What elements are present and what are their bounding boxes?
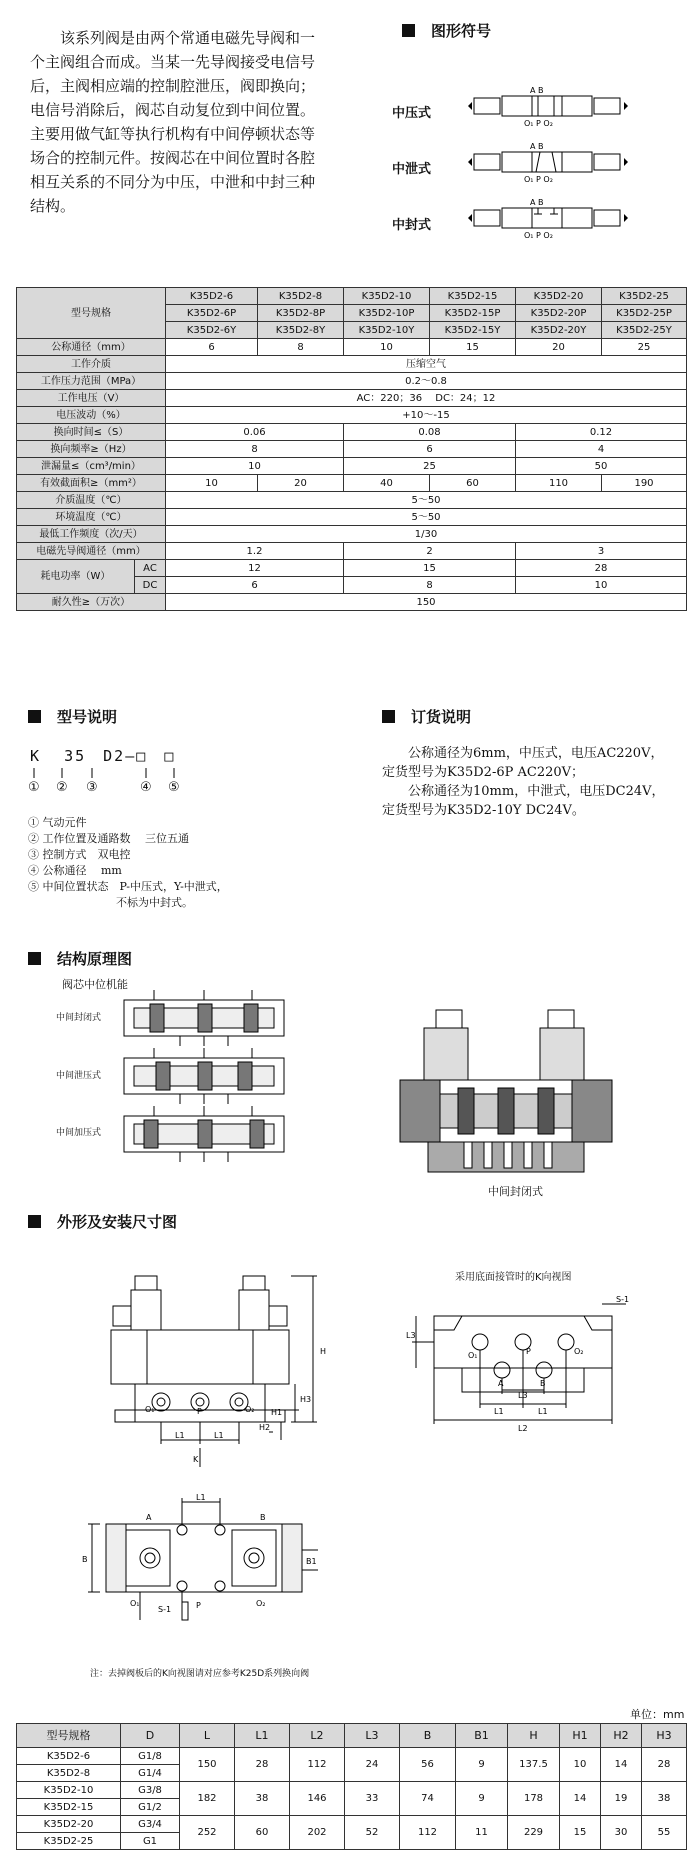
table-cell: 112 — [400, 1816, 456, 1850]
svg-text:O₁: O₁ — [130, 1599, 140, 1608]
table-cell: 5～50 — [166, 492, 687, 509]
model-cell: K35D2-8 — [258, 288, 344, 305]
table-cell: K35D2-8 — [17, 1765, 121, 1782]
table-cell: 178 — [508, 1782, 560, 1816]
table-cell: 9 — [456, 1748, 508, 1782]
table-cell: H1 — [560, 1724, 601, 1748]
table-cell: 4 — [516, 441, 687, 458]
table-cell: 公称通径（mm） — [17, 339, 166, 356]
table-cell: 换向时间≤（S） — [17, 424, 166, 441]
svg-text:B: B — [260, 1513, 266, 1522]
svg-text:O₁: O₁ — [145, 1405, 155, 1414]
model-cell: K35D2-6P — [166, 305, 258, 322]
table-cell: 12 — [166, 560, 344, 577]
table-cell: 电压波动（%） — [17, 407, 166, 424]
table-row — [17, 1782, 687, 1799]
table-cell: 型号规格 — [17, 1724, 121, 1748]
table-cell: L3 — [345, 1724, 400, 1748]
table-cell: B — [400, 1724, 456, 1748]
table-row — [17, 1748, 687, 1765]
svg-text:L1: L1 — [214, 1431, 224, 1440]
table-cell: 10 — [166, 458, 344, 475]
table-cell: 6 — [166, 577, 344, 594]
table-cell: 0.12 — [516, 424, 687, 441]
spec-table — [16, 287, 687, 611]
structure-section-drawing-icon — [398, 990, 618, 1185]
table-cell: 25 — [344, 458, 516, 475]
table-cell: G1/2 — [121, 1799, 180, 1816]
table-row — [17, 390, 687, 407]
table-cell: 10 — [166, 475, 258, 492]
svg-text:L1: L1 — [175, 1431, 185, 1440]
table-row — [17, 526, 687, 543]
symbols-heading — [402, 20, 491, 41]
table-cell: 2 — [344, 543, 516, 560]
table-cell: 40 — [344, 475, 430, 492]
table-cell: 110 — [516, 475, 602, 492]
table-cell: 工作压力范围（MPa） — [17, 373, 166, 390]
table-cell: 15 — [430, 339, 516, 356]
unit-label: 单位：mm — [630, 1708, 685, 1721]
table-cell: 工作电压（V） — [17, 390, 166, 407]
structure-row-label: 中间封闭式 — [56, 1013, 102, 1023]
table-cell: 环境温度（℃） — [17, 509, 166, 526]
table-cell: H2 — [601, 1724, 642, 1748]
table-cell: 52 — [345, 1816, 400, 1850]
table-cell: H3 — [642, 1724, 687, 1748]
table-cell: DC — [135, 577, 166, 594]
table-cell: G1 — [121, 1833, 180, 1850]
model-cell: K35D2-25 — [602, 288, 687, 305]
svg-text:S-1: S-1 — [616, 1295, 630, 1304]
table-cell: 38 — [642, 1782, 687, 1816]
symbol-label-1: 中压式 — [392, 106, 432, 121]
svg-text:A B: A B — [530, 86, 544, 95]
dimension-note: 注：去掉阀板后的K向视图请对应参考K25D系列换向阀 — [90, 1669, 310, 1679]
model-cell: K35D2-8P — [258, 305, 344, 322]
structure-caption: 中间封闭式 — [488, 1185, 543, 1198]
valve-symbol-center-exhaust-icon — [468, 142, 628, 184]
table-row — [17, 356, 687, 373]
model-cell: K35D2-15P — [430, 305, 516, 322]
table-cell: 10 — [344, 339, 430, 356]
table-cell: 202 — [290, 1816, 345, 1850]
table-row — [17, 373, 687, 390]
table-row — [17, 1816, 687, 1833]
table-cell: 1.2 — [166, 543, 344, 560]
table-cell: 5～50 — [166, 509, 687, 526]
table-cell: G1/4 — [121, 1765, 180, 1782]
table-cell: 10 — [560, 1748, 601, 1782]
svg-text:H3: H3 — [300, 1395, 312, 1404]
symbols-title: 图形符号 — [431, 22, 492, 40]
front-view-drawing-icon — [95, 1262, 365, 1497]
table-cell: 60 — [430, 475, 516, 492]
table-cell: 8 — [258, 339, 344, 356]
svg-text:L1: L1 — [196, 1493, 206, 1502]
table-cell: 28 — [516, 560, 687, 577]
table-cell: 14 — [601, 1748, 642, 1782]
symbol-label-2: 中泄式 — [392, 162, 432, 177]
table-cell: 0.06 — [166, 424, 344, 441]
table-cell: 20 — [516, 339, 602, 356]
table-cell: 11 — [456, 1816, 508, 1850]
table-row — [17, 560, 687, 577]
square-bullet-icon — [28, 1215, 41, 1228]
table-cell: 介质温度（℃） — [17, 492, 166, 509]
square-bullet-icon — [402, 24, 415, 37]
svg-text:K: K — [193, 1455, 199, 1464]
table-cell: 19 — [601, 1782, 642, 1816]
table-cell: G3/4 — [121, 1816, 180, 1833]
svg-text:B: B — [540, 1379, 546, 1388]
table-cell: 55 — [642, 1816, 687, 1850]
svg-text:A: A — [146, 1513, 152, 1522]
table-cell: 6 — [166, 339, 258, 356]
svg-text:O₁ P O₂: O₁ P O₂ — [524, 231, 553, 240]
table-cell: 电磁先导阀通径（mm） — [17, 543, 166, 560]
table-cell: 1/30 — [166, 526, 687, 543]
order-text: 公称通径为6mm，中压式，电压AC220V，定货型号为K35D2-6P AC220V； 公称通径为10mm，中泄式，电压DC24V，定货型号为K35D2-10Y DC24V。 — [382, 746, 665, 818]
model-cell: K35D2-15 — [430, 288, 516, 305]
square-bullet-icon — [382, 710, 395, 723]
table-cell: AC — [135, 560, 166, 577]
model-desc-heading: 型号说明 — [28, 706, 117, 727]
table-cell: H — [508, 1724, 560, 1748]
svg-text:A B: A B — [530, 142, 544, 151]
svg-text:L2: L2 — [518, 1424, 528, 1433]
table-cell: 28 — [235, 1748, 290, 1782]
model-label: 型号规格 — [17, 288, 166, 339]
svg-text:S-1: S-1 — [158, 1605, 172, 1614]
table-row — [17, 441, 687, 458]
valve-symbol-center-closed-icon — [468, 198, 628, 240]
table-cell: 182 — [180, 1782, 235, 1816]
model-cell: K35D2-15Y — [430, 322, 516, 339]
table-cell: 229 — [508, 1816, 560, 1850]
table-cell: L2 — [290, 1724, 345, 1748]
model-cell: K35D2-6 — [166, 288, 258, 305]
table-row — [17, 594, 687, 611]
table-cell: B1 — [456, 1724, 508, 1748]
table-cell: G3/8 — [121, 1782, 180, 1799]
svg-text:A: A — [498, 1379, 504, 1388]
table-cell: 换向频率≥（Hz） — [17, 441, 166, 458]
svg-text:O₁: O₁ — [468, 1351, 478, 1360]
table-cell: AC：220；36 DC：24；12 — [166, 390, 687, 407]
table-cell: 15 — [560, 1816, 601, 1850]
table-cell: 146 — [290, 1782, 345, 1816]
svg-text:L1: L1 — [494, 1407, 504, 1416]
top-view-drawing-icon — [80, 1490, 320, 1665]
table-cell: 有效截面积≥（mm²） — [17, 475, 166, 492]
svg-text:B1: B1 — [306, 1557, 317, 1566]
model-cell: K35D2-25P — [602, 305, 687, 322]
svg-text:H2: H2 — [259, 1423, 271, 1432]
table-cell: +10～-15 — [166, 407, 687, 424]
table-cell: 38 — [235, 1782, 290, 1816]
svg-text:P: P — [197, 1407, 202, 1416]
model-code-marks: ① ② ③ ④ ⑤ — [28, 780, 180, 795]
table-cell: 24 — [345, 1748, 400, 1782]
table-cell: L — [180, 1724, 235, 1748]
model-cell: K35D2-10 — [344, 288, 430, 305]
table-cell: 泄漏量≤（cm³/min） — [17, 458, 166, 475]
square-bullet-icon — [28, 952, 41, 965]
svg-text:B: B — [82, 1555, 88, 1564]
model-cell: K35D2-10P — [344, 305, 430, 322]
table-row — [17, 458, 687, 475]
table-cell: 33 — [345, 1782, 400, 1816]
table-cell: 15 — [344, 560, 516, 577]
svg-text:H: H — [320, 1347, 327, 1356]
model-cell: K35D2-6Y — [166, 322, 258, 339]
table-cell: 137.5 — [508, 1748, 560, 1782]
svg-text:O₁ P O₂: O₁ P O₂ — [524, 175, 553, 184]
table-cell: K35D2-6 — [17, 1748, 121, 1765]
table-cell: 最低工作频度（次/天） — [17, 526, 166, 543]
bottom-view-title: 采用底面接管时的K向视图 — [455, 1272, 572, 1283]
valve-symbols — [468, 84, 638, 244]
intro-text: 该系列阀是由两个常通电磁先导阀和一个主阀组合而成。当某一先导阀接受电信号后，主阀相应端的控制腔泄压，阀即换向；电信号消除后，阀芯自动复位到中间位置。主要用做气缸等执行机构有中间停顿状态等场合的控制元件。按阀芯在中间位置时各腔相互关系的不同分为中压，中泄和中封三种结构。 — [30, 29, 316, 215]
table-cell: 9 — [456, 1782, 508, 1816]
svg-text:A B: A B — [530, 198, 544, 207]
table-cell: 工作介质 — [17, 356, 166, 373]
svg-text:O₁ P O₂: O₁ P O₂ — [524, 119, 553, 128]
structure-subtitle: 阀芯中位机能 — [62, 978, 128, 991]
svg-text:L3: L3 — [518, 1391, 528, 1400]
table-cell: 25 — [602, 339, 687, 356]
table-row — [17, 339, 687, 356]
model-cell: K35D2-8Y — [258, 322, 344, 339]
model-cell: K35D2-25Y — [602, 322, 687, 339]
table-cell: 0.2～0.8 — [166, 373, 687, 390]
table-cell: 150 — [180, 1748, 235, 1782]
table-cell: 3 — [516, 543, 687, 560]
table-cell: 耐久性≥（万次） — [17, 594, 166, 611]
table-cell: 30 — [601, 1816, 642, 1850]
svg-text:O₂: O₂ — [256, 1599, 266, 1608]
table-cell: 耗电功率（W） — [17, 560, 135, 594]
bottom-view-drawing-icon — [404, 1290, 644, 1455]
table-cell: 56 — [400, 1748, 456, 1782]
structure-row-label: 中间泄压式 — [56, 1071, 102, 1081]
table-cell: 190 — [602, 475, 687, 492]
svg-text:P: P — [196, 1601, 201, 1610]
dimension-heading: 外形及安装尺寸图 — [28, 1211, 177, 1232]
svg-text:H1: H1 — [271, 1408, 283, 1417]
table-cell: 60 — [235, 1816, 290, 1850]
spool-diagrams-icon — [120, 990, 290, 1165]
table-cell: K35D2-20 — [17, 1816, 121, 1833]
symbol-label-3: 中封式 — [392, 218, 432, 233]
dimension-table — [16, 1723, 687, 1850]
model-cell: K35D2-20 — [516, 288, 602, 305]
table-cell: 252 — [180, 1816, 235, 1850]
valve-symbol-center-pressure-icon — [468, 86, 628, 128]
order-heading: 订货说明 — [382, 706, 471, 727]
structure-heading: 结构原理图 — [28, 948, 132, 969]
square-bullet-icon — [28, 710, 41, 723]
svg-text:L1: L1 — [538, 1407, 548, 1416]
svg-text:L3: L3 — [406, 1331, 416, 1340]
model-cell: K35D2-10Y — [344, 322, 430, 339]
model-code: K 35 D2—□ □ — [30, 747, 176, 765]
table-cell: 6 — [344, 441, 516, 458]
table-cell: K35D2-15 — [17, 1799, 121, 1816]
table-cell: 112 — [290, 1748, 345, 1782]
model-legend: ① 气动元件 ② 工作位置及通路数 三位五通 ③ 控制方式 双电控 ④ 公称通径 mm ⑤ 中间位置状态 P-中压式，Y-中泄式， 不标为中封式。 — [28, 816, 228, 909]
model-cell: K35D2-20P — [516, 305, 602, 322]
table-cell: 压缩空气 — [166, 356, 687, 373]
table-cell: D — [121, 1724, 180, 1748]
table-cell: 14 — [560, 1782, 601, 1816]
structure-row-label: 中间加压式 — [56, 1128, 102, 1138]
table-cell: 150 — [166, 594, 687, 611]
table-row — [17, 492, 687, 509]
table-row — [17, 509, 687, 526]
table-row — [17, 407, 687, 424]
table-cell: K35D2-25 — [17, 1833, 121, 1850]
table-cell: 8 — [166, 441, 344, 458]
table-row — [17, 424, 687, 441]
svg-text:O₂: O₂ — [245, 1405, 255, 1414]
table-row — [17, 543, 687, 560]
table-cell: 10 — [516, 577, 687, 594]
table-cell: K35D2-10 — [17, 1782, 121, 1799]
table-cell: 74 — [400, 1782, 456, 1816]
table-cell: 50 — [516, 458, 687, 475]
table-cell: G1/8 — [121, 1748, 180, 1765]
model-cell: K35D2-20Y — [516, 322, 602, 339]
table-cell: 0.08 — [344, 424, 516, 441]
table-row — [17, 475, 687, 492]
svg-text:O₂: O₂ — [574, 1347, 584, 1356]
table-cell: 28 — [642, 1748, 687, 1782]
table-cell: L1 — [235, 1724, 290, 1748]
table-cell: 8 — [344, 577, 516, 594]
svg-text:P: P — [526, 1347, 531, 1356]
table-cell: 20 — [258, 475, 344, 492]
